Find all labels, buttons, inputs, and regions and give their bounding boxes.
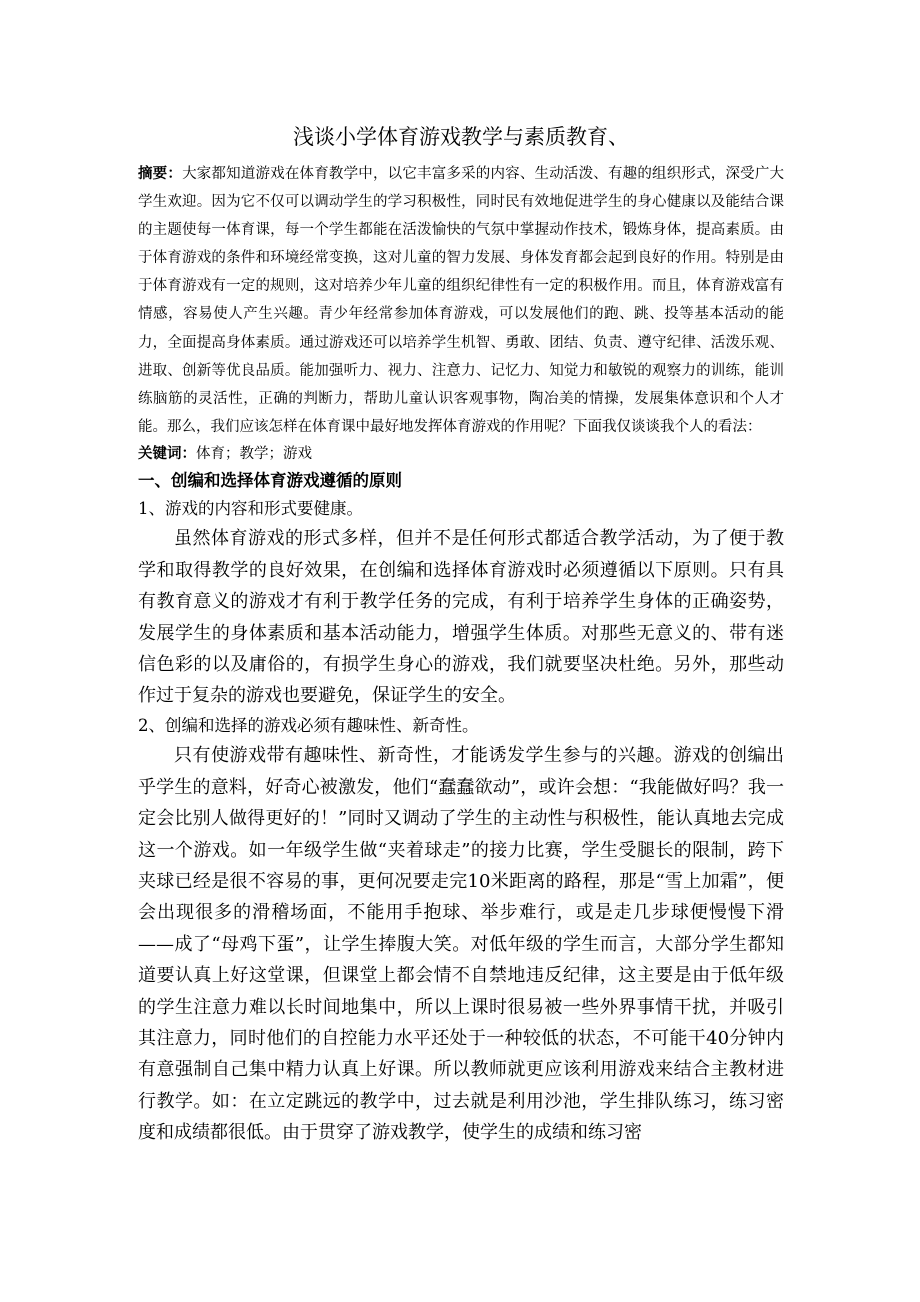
subsection-heading-1: 1、游戏的内容和形式要健康。: [138, 498, 363, 518]
abstract-text: 大家都知道游戏在体育教学中，以它丰富多采的内容、生动活泼、有趣的组织形式，深受广大学生欢迎。因为它不仅可以调动学生的学习积极性，同时民有效地促进学生的身心健康以及能结合课的主题使每一体育课，每一个学生都能在活泼愉快的气氛中掌握动作技术，锻炼身体，提高素质。由于体育游戏的条件和环境经常变换，这对儿童的智力发展、身体发育都会起到良好的作用。特别是由于体育游戏有一定的规则，这对培养少年儿童的组织纪律性有一定的积极作用。而且，体育游戏富有情感，容易使人产生兴趣。青少年经常参加体育游戏，可以发展他们的跑、跳、投等基本活动的能力，全面提高身体素质。通过游戏还可以培养学生机智、勇敢、团结、负责、遵守纪律、活泼乐观、进取、创新等优良品质。能加强听力、视力、注意力、记忆力、知觉力和敏锐的观察力的训练，能训练脑筋的灵活性，正确的判断力，帮助儿童认识客观事物，陶冶美的情操，发展集体意识和个人才能。那么，我们应该怎样在体育课中最好地发挥体育游戏的作用呢？下面我仅谈谈我个人的看法：: [138, 166, 785, 435]
document-page: [138, 118, 784, 1149]
body-paragraph-1: 虽然体育游戏的形式多样，但并不是任何形式都适合教学活动，为了便于教学和取得教学的良好效果，在创编和选择体育游戏时必须遵循以下原则。只有具有教育意义的游戏才有利于教学任务的完成，有利于培养学生身体的正确姿势，发展学生的身体素质和基本活动能力，增强学生体质。对那些无意义的、带有迷信色彩的以及庸俗的，有损学生身心的游戏，我们就要坚决杜绝。另外，那些动作过于复杂的游戏也要避免，保证学生的安全。: [138, 528, 784, 707]
keywords-label: 关键词：: [138, 444, 196, 462]
document-title: 浅谈小学体育游戏教学与素质教育、: [293, 125, 629, 149]
abstract-label: 摘要：: [138, 165, 183, 182]
subsection-heading-2: 2、创编和选择的游戏必须有趣味性、新奇性。: [138, 715, 479, 735]
abstract-paragraph: [138, 160, 784, 441]
keywords-line: [138, 441, 784, 467]
body-paragraph-2: 只有使游戏带有趣味性、新奇性，才能诱发学生参与的兴趣。游戏的创编出乎学生的意料，好奇心被激发，他们“蠢蠢欲动”，或许会想：“我能做好吗？我一定会比别人做得更好的！”同时又调动了学生的主动性与积极性，能认真地去完成这一个游戏。如一年级学生做“夹着球走”的接力比赛，学生受腿长的限制，跨下夹球已经是很不容易的事，更何况要走完10米距离的路程，那是“雪上加霜”，便会出现很多的滑稽场面，不能用手抱球、举步难行，或是走几步球便慢慢下滑——成了“母鸡下蛋”，让学生捧腹大笑。对低年级的学生而言，大部分学生都知道要认真上好这堂课，但课堂上都会情不自禁地违反纪律，这主要是由于低年级的学生注意力难以长时间地集中，所以上课时很易被一些外界事情干扰，并吸引其注意力，同时他们的自控能力水平还处于一种较低的状态，不可能干40分钟内有意强制自己集中精力认真上好课。所以教师就更应该利用游戏来结合主教材进行教学。如：在立定跳远的教学中，过去就是利用沙池，学生排队练习，练习密度和成绩都很低。由于贯穿了游戏教学，使学生的成绩和练习密: [138, 745, 784, 1144]
keywords-text: 体育；教学；游戏: [196, 445, 312, 462]
section-heading: 一、创编和选择体育游戏遵循的原则: [138, 470, 402, 490]
